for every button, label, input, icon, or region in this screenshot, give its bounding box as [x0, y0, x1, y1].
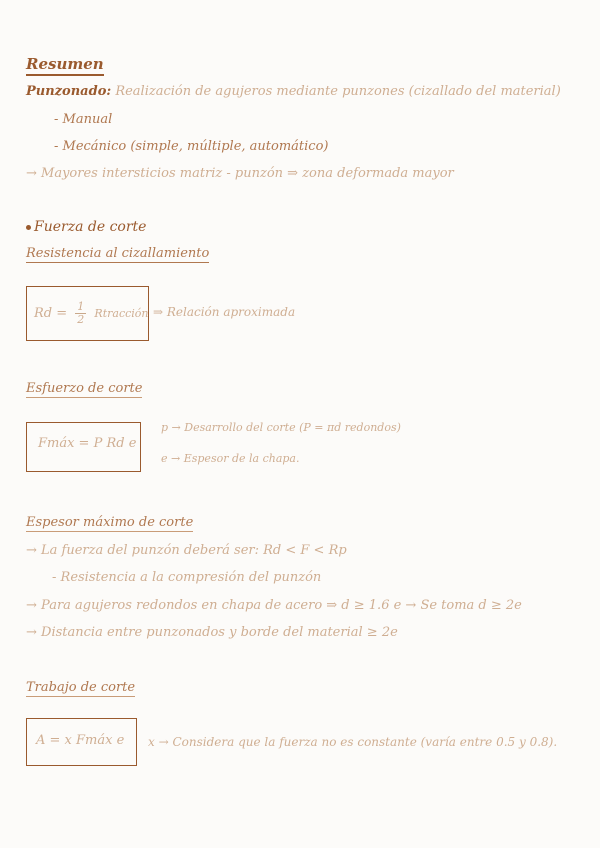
bullet-icon [26, 225, 31, 230]
formula-resistencia [34, 301, 149, 326]
subsection-trabajo-title: Trabajo de corte [26, 680, 136, 695]
esfuerzo-note-e: e → Espesor de la chapa. [161, 452, 300, 465]
fraction-one-half [75, 301, 86, 326]
espesor-line-1: → La fuerza del punzón deberá ser: Rd < F < Rp [26, 543, 347, 558]
formula-rhs: Rtracción [94, 307, 149, 320]
formula-trabajo: A = x Fmáx e [36, 733, 125, 748]
espesor-line-3: → Para agujeros redondos en chapa de acero ⇒ d ≥ 1.6 e → Se toma d ≥ 2e [26, 598, 522, 613]
espesor-line-2: - Resistencia a la compresión del punzón [52, 570, 322, 585]
subsection-espesor-title: Espesor máximo de corte [26, 515, 194, 530]
trabajo-note: x → Considera que la fuerza no es constante (varía entre 0.5 y 0.8). [148, 735, 558, 749]
punzonado-definition: Realización de agujeros mediante punzones (cizallado del material) [115, 84, 561, 99]
fraction-numerator: 1 [77, 300, 85, 313]
page-title: Resumen [26, 55, 104, 76]
subsection-esfuerzo-title: Esfuerzo de corte [26, 381, 143, 396]
punzonado-type-mecanico: - Mecánico (simple, múltiple, automático) [54, 139, 329, 154]
resistencia-note: ⇒ Relación aproximada [153, 305, 296, 319]
espesor-line-4: → Distancia entre punzonados y borde del material ≥ 2e [26, 625, 398, 640]
punzonado-label: Punzonado: [26, 84, 112, 99]
formula-esfuerzo: Fmáx = P Rd e [38, 436, 137, 451]
esfuerzo-note-p: p → Desarrollo del corte (P = πd redondos) [161, 421, 401, 434]
punzonado-note: → Mayores intersticios matriz - punzón ⇒ zona deformada mayor [26, 166, 454, 181]
punzonado-definition-line [26, 84, 561, 99]
fraction-denominator: 2 [77, 313, 85, 326]
formula-lhs: Rd = [34, 306, 68, 321]
subsection-resistencia-title: Resistencia al cizallamiento [26, 246, 210, 261]
section-fuerza-de-corte: Fuerza de corte [26, 219, 146, 235]
punzonado-type-manual: - Manual [54, 112, 113, 127]
